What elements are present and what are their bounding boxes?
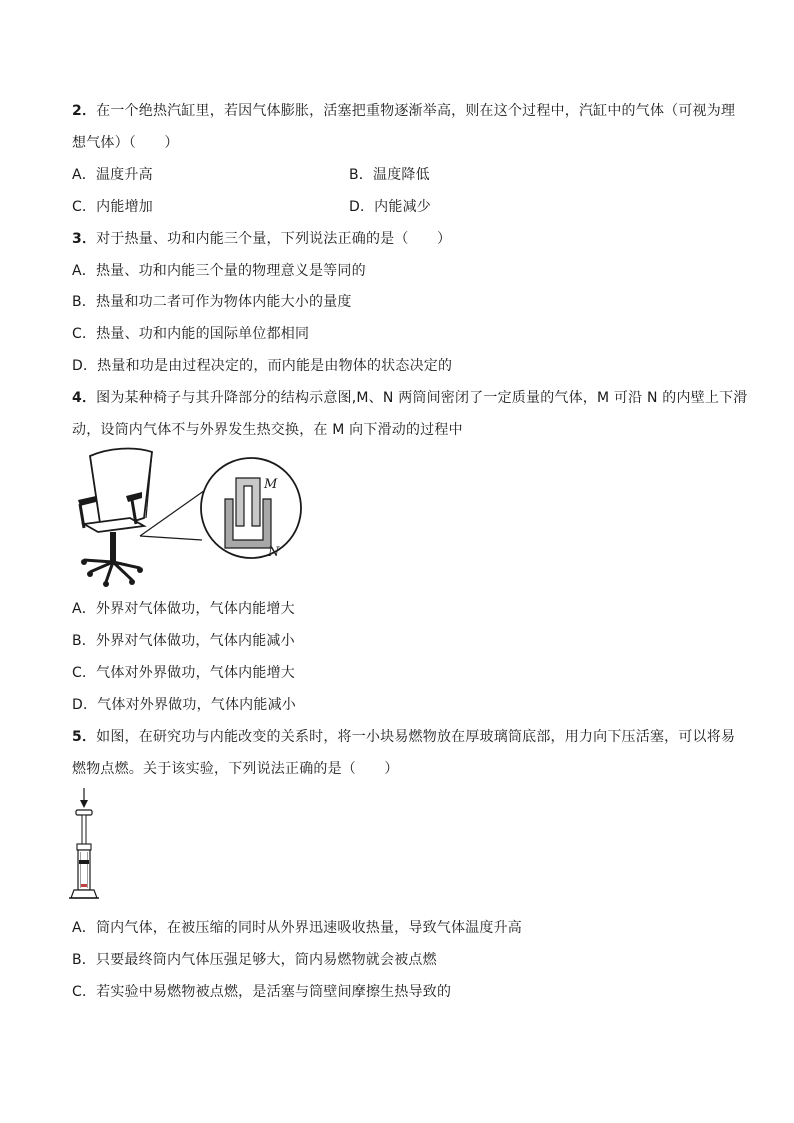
question-3-option-d: D．热量和功是由过程决定的，而内能是由物体的状态决定的 (72, 358, 453, 374)
question-2-option-a: A．温度升高 (72, 167, 153, 183)
question-4-option-c: C．气体对外界做功，气体内能增大 (72, 665, 295, 681)
question-5-stem-line1: 5．如图，在研究功与内能改变的关系时，将一小块易燃物放在厚玻璃筒底部，用力向下压活塞，可以将易 (72, 729, 736, 745)
question-4-option-b: B．外界对气体做功，气体内能减小 (72, 633, 295, 649)
question-4-option-d: D．气体对外界做功，气体内能减小 (72, 697, 296, 713)
question-2-stem-line1: 2．在一个绝热汽缸里，若因气体膨胀，活塞把重物逐渐举高，则在这个过程中，汽缸中的气体（可视为理 (72, 103, 736, 119)
question-3-option-a: A．热量、功和内能三个量的物理意义是等同的 (72, 263, 366, 279)
question-4-stem-line2: 动，设筒内气体不与外界发生热交换，在 M 向下滑动的过程中 (72, 422, 463, 438)
question-4-stem-line1: 4．图为某种椅子与其升降部分的结构示意图,M、N 两筒间密闭了一定质量的气体，M 可沿 N 的内壁上下滑 (72, 390, 748, 406)
question-2-stem-line2: 想气体）（ ） (72, 135, 179, 151)
cylinder-n-label: N (268, 545, 280, 560)
question-5-option-a: A．筒内气体，在被压缩的同时从外界迅速吸收热量，导致气体温度升高 (72, 920, 522, 936)
question-5-stem-line2: 燃物点燃。关于该实验，下列说法正确的是（ ） (72, 761, 399, 777)
question-5-number: 5． (72, 729, 97, 745)
question-2-option-b: B．温度降低 (349, 167, 430, 183)
question-4-option-a: A．外界对气体做功，气体内能增大 (72, 601, 295, 617)
chair-figure (68, 444, 304, 590)
question-2-option-d: D．内能减少 (349, 199, 431, 215)
question-5-option-b: B．只要最终筒内气体压强足够大，筒内易燃物就会被点燃 (72, 952, 437, 968)
piston-m-label: M (264, 477, 278, 492)
question-3-option-b: B．热量和功二者可作为物体内能大小的量度 (72, 294, 352, 310)
glass-tube-figure (66, 786, 102, 908)
question-3-stem: 3．对于热量、功和内能三个量，下列说法正确的是（ ） (72, 231, 452, 247)
question-2-number: 2． (72, 103, 97, 119)
question-4-number: 4． (72, 390, 97, 406)
question-2-option-c: C．内能增加 (72, 199, 153, 215)
question-3-option-c: C．热量、功和内能的国际单位都相同 (72, 326, 310, 342)
question-3-number: 3． (72, 231, 97, 247)
question-5-option-c: C．若实验中易燃物被点燃，是活塞与筒壁间摩擦生热导致的 (72, 984, 452, 1000)
